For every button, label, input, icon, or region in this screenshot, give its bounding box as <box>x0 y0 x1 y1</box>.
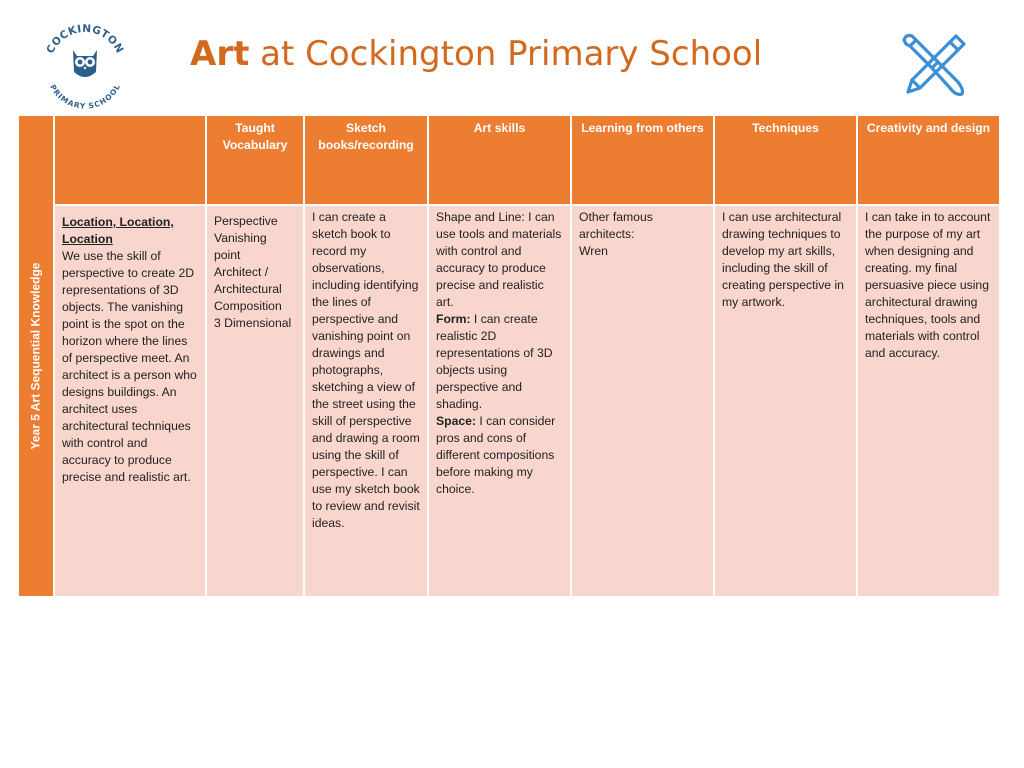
svg-text:PRIMARY SCHOOL <box>48 83 122 110</box>
creativity-cell <box>858 206 999 596</box>
techniques-text: I can use architectural drawing techniques to develop my art skills, including the skill of creating perspective in my artwork. <box>722 210 844 309</box>
logo-bottom-text: PRIMARY SCHOOL <box>48 82 122 110</box>
vocab-item: Architectural <box>214 282 282 296</box>
sketchbooks-text: I can create a sketch book to record my observations, including identifying the lines of perspective and vanishing point on drawings and photographs, sketching a view of the street using the skill of perspective and drawing a room using the skill of perspective. I can use my sketch book to review and revisit ideas. <box>312 210 420 530</box>
art-skills-cell <box>429 206 570 596</box>
vocab-item: Vanishing point <box>214 231 267 262</box>
header-row <box>19 116 999 204</box>
header-learning-from-others: Learning from others <box>572 116 713 204</box>
techniques-cell <box>715 206 856 596</box>
knowledge-text: We use the skill of perspective to create 2D representations of 3D objects. The vanishing point is the spot on the horizon where the lines of perspective meet. An architect is a person who designs buildings. An architect uses architectural techniques with control and accuracy to produce precise and realistic art. <box>62 249 197 484</box>
header-sketch-books: Sketch books/recording <box>305 116 427 204</box>
side-label-cell <box>19 116 53 596</box>
content-row <box>19 206 999 596</box>
form-text: I can create realistic 2D representations of 3D objects using perspective and shading. <box>436 312 553 411</box>
side-label: Year 5 Art Sequential Knowledge <box>28 262 43 450</box>
art-tools-icon <box>898 30 970 102</box>
page-title-bold: Art <box>190 34 250 74</box>
space-text: I can consider pros and cons of different compositions before making my choice. <box>436 414 556 496</box>
page-title <box>190 34 762 74</box>
creativity-text: I can take in to account the purpose of my art when designing and creating. my final persuasive piece using architectural drawing techniques, tools and materials with control and accuracy. <box>865 210 991 360</box>
header-taught-vocabulary: Taught Vocabulary <box>207 116 303 204</box>
knowledge-cell <box>55 206 205 596</box>
school-logo <box>40 20 130 110</box>
vocab-item: Perspective <box>214 214 278 228</box>
svg-text:COCKINGTON <box>44 23 125 56</box>
header-techniques: Techniques <box>715 116 856 204</box>
logo-top-text: COCKINGTON <box>44 22 126 56</box>
owl-icon <box>73 50 97 77</box>
learning-line1: Other famous architects: <box>579 210 653 241</box>
vocab-item: Composition <box>214 299 282 313</box>
sketchbooks-cell <box>305 206 427 596</box>
page-title-rest: at Cockington Primary School <box>249 34 763 74</box>
header-blank <box>55 116 205 204</box>
form-label: Form: <box>436 312 471 326</box>
knowledge-heading: Location, Location, Location <box>62 215 174 246</box>
learning-line2: Wren <box>579 244 608 258</box>
line-label: Shape and Line: <box>436 210 525 224</box>
header-creativity-design: Creativity and design <box>858 116 999 204</box>
learning-cell <box>572 206 713 596</box>
vocab-item: Architect / <box>214 265 269 279</box>
vocabulary-cell <box>207 206 303 596</box>
header-art-skills: Art skills <box>429 116 570 204</box>
vocab-item: 3 Dimensional <box>214 316 292 330</box>
space-label: Space: <box>436 414 476 428</box>
knowledge-table <box>17 114 1001 598</box>
line-text: I can use tools and materials with control and accuracy to produce precise and realistic art. <box>436 210 562 309</box>
